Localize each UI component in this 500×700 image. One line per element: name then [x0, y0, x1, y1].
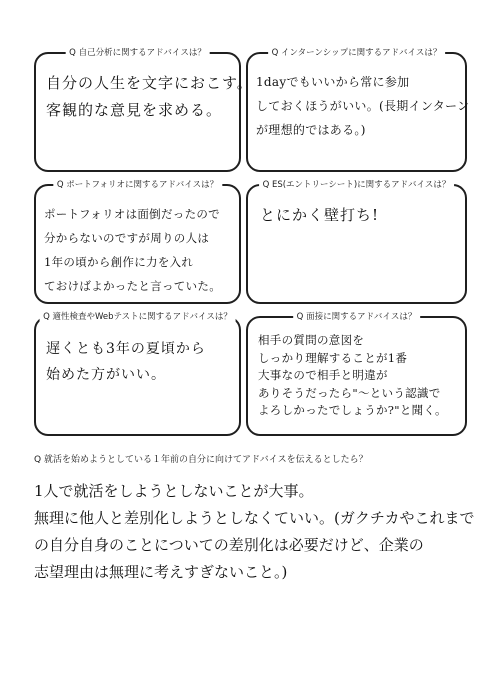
entry-sheet-answer: とにかく壁打ち! — [260, 206, 380, 224]
advice-to-past-self-answer: 1人で就活をしようとしないことが大事。 無理に他人と差別化しようとしなくていい。(ガクチカやこれまで の自分自身のことについての差別化は必要だけど、企業の 志望理由は無理に考えすぎないこと。) — [34, 482, 475, 581]
interview-box — [246, 312, 467, 436]
portfolio-question: Q ポートフォリオに関するアドバイスは？ — [53, 178, 222, 190]
self-analysis-box — [34, 48, 253, 172]
advice-to-past-self-question: Q 就活を始めようとしている１年前の自分に向けてアドバイスを伝えるとしたら？ — [34, 455, 368, 465]
aptitude-test-answer: 遅くとも3年の夏頃から 始めた方がいい。 — [46, 341, 206, 383]
self-analysis-question: Q 自己分析に関するアドバイスは？ — [65, 46, 210, 58]
portfolio-answer: ポートフォリオは面倒だったので 分からないのですが周りの人は 1年の頃から創作に力を入れ ておけばよかったと言っていた。 — [44, 207, 221, 293]
interview-question: Q 面接に関するアドバイスは？ — [293, 310, 421, 322]
aptitude-test-box — [34, 312, 241, 436]
aptitude-test-question: Q 適性検査やWebテストに関するアドバイスは？ — [39, 310, 236, 322]
internship-box — [246, 48, 470, 172]
entry-sheet-question: Q ES(エントリーシート)に関するアドバイスは？ — [259, 178, 455, 190]
internship-question: Q インターンシップに関するアドバイスは？ — [268, 46, 446, 58]
internship-answer: 1dayでもいいから常に参加 しておくほうがいい。(長期インターン が理想的ではある。) — [256, 75, 470, 137]
self-analysis-answer: 自分の人生を文字におこす。 客観的な意見を求める。 — [46, 74, 253, 119]
entry-sheet-box — [246, 180, 467, 304]
portfolio-box — [34, 180, 241, 304]
interview-answer: 相手の質問の意図を しっかり理解することが1番 大事なので相手と明違が ありそうだったら"〜という認識で よろしかったでしょうか?"と聞く。 — [258, 333, 447, 417]
